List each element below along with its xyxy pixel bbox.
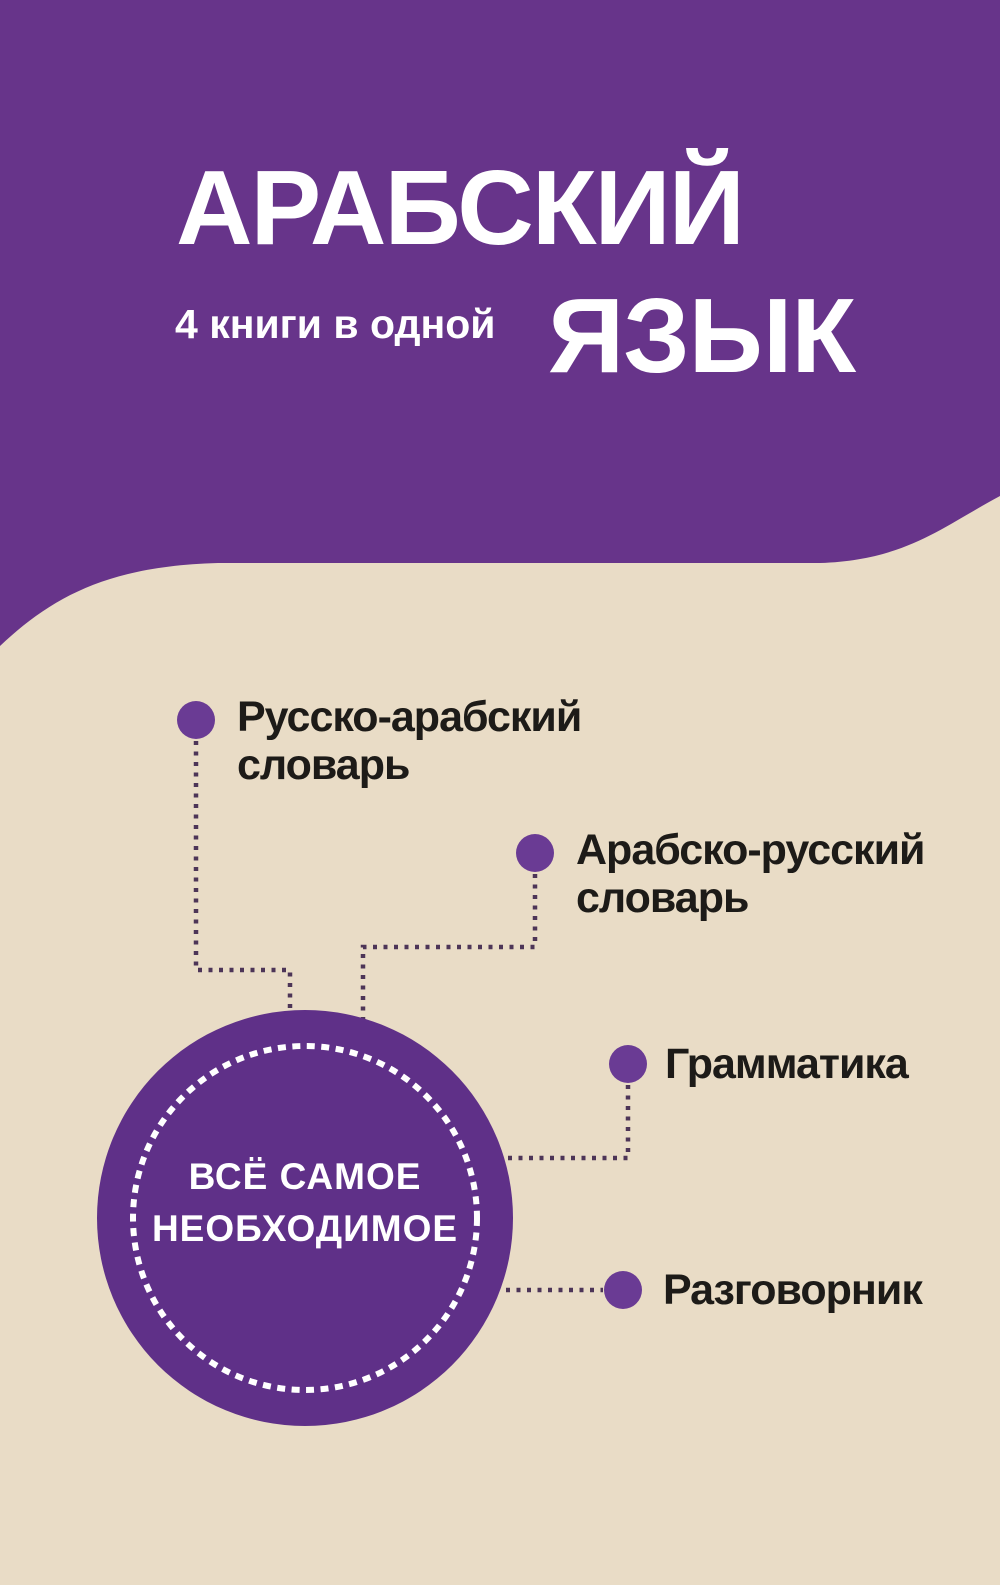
feature-item-label-4 bbox=[663, 1266, 922, 1314]
feature-3-line-1: Грамматика bbox=[665, 1040, 908, 1088]
feature-2-line-1: Арабско-русский bbox=[576, 826, 925, 874]
edition-note: 4 книги в одной bbox=[175, 301, 496, 347]
feature-1-line-1: Русско-арабский bbox=[237, 693, 582, 741]
feature-item-label-1 bbox=[237, 693, 581, 789]
feature-item-label-2 bbox=[576, 826, 924, 922]
bullet-dot-icon-1 bbox=[177, 701, 215, 739]
feature-item-label-3 bbox=[665, 1040, 908, 1088]
bullet-dot-icon-4 bbox=[604, 1271, 642, 1309]
title-line-2: ЯЗЫК bbox=[548, 277, 856, 395]
center-badge-line-2: НЕОБХОДИМОЕ bbox=[151, 1208, 459, 1249]
bullet-dot-icon-3 bbox=[609, 1045, 647, 1083]
center-badge-text bbox=[55, 1151, 555, 1255]
feature-2-line-2: словарь bbox=[576, 874, 749, 922]
center-badge-line-1: ВСЁ САМОЕ bbox=[188, 1156, 422, 1197]
feature-4-line-1: Разговорник bbox=[663, 1266, 922, 1314]
bullet-dot-icon-2 bbox=[516, 834, 554, 872]
title-line-1: АРАБСКИЙ bbox=[176, 149, 743, 267]
feature-1-line-2: словарь bbox=[237, 741, 410, 789]
